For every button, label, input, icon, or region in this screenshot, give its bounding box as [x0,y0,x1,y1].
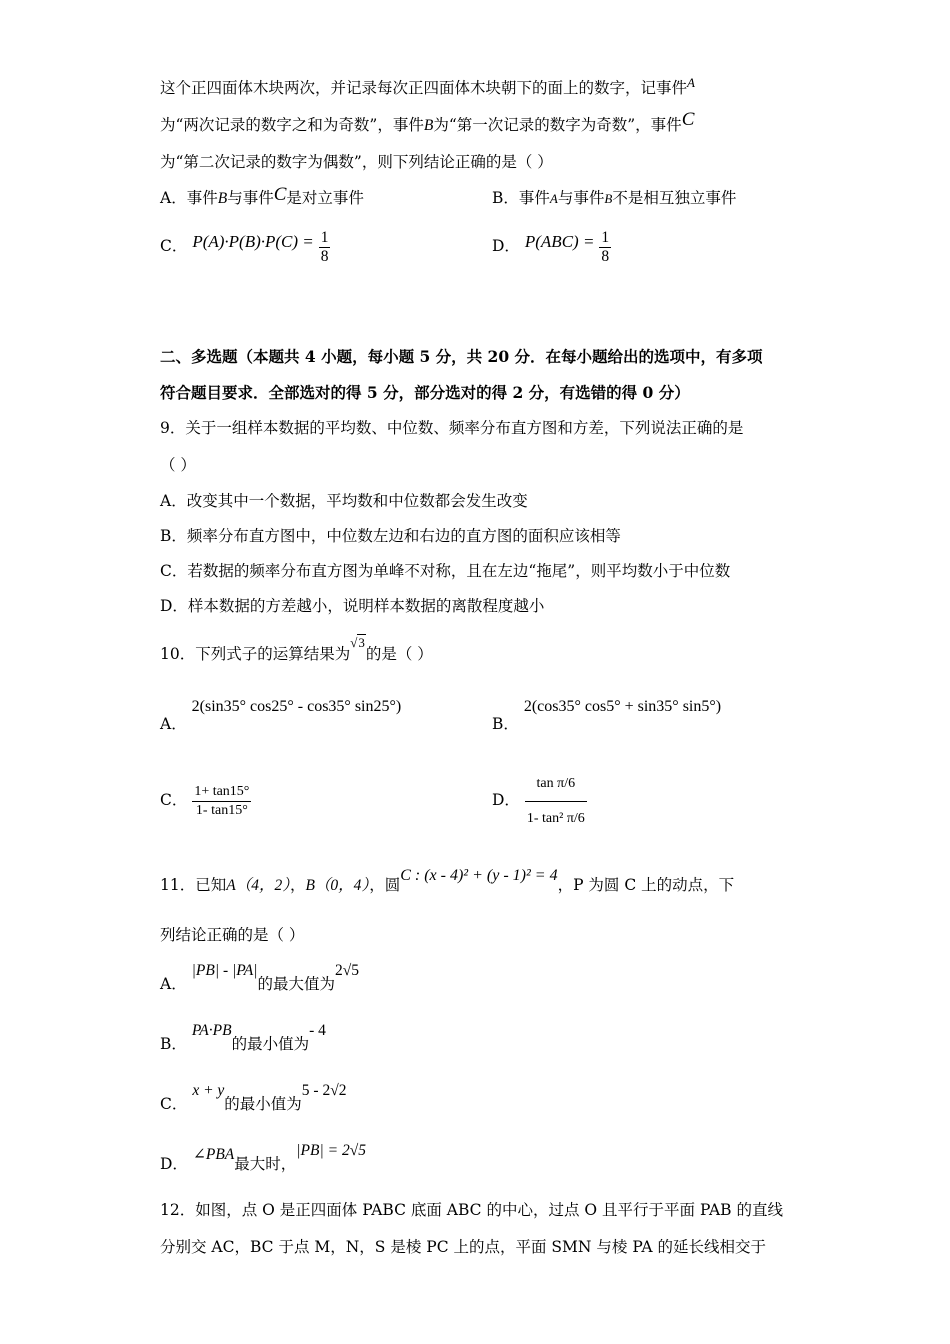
q8-option-a-mid: 与事件 [227,189,274,207]
q11-option-d-expr: ∠PBA [192,1146,235,1163]
q11-option-a-label: A． [160,975,187,993]
section2-header-line2: 符合题目要求．全部选对的得 5 分，部分选对的得 2 分，有选错的得 0 分） [160,383,690,402]
q11-option-d-value: |PB| = 2√5 [296,1142,366,1159]
q11-option-d-text: 最大时， [234,1155,297,1173]
q10-option-a-label: A． [160,715,187,733]
q8-option-a-post: 是对立事件 [286,189,364,207]
q11-circle-pre: ，圆 [369,876,401,894]
q9-option-d[interactable]: D．样本数据的方差越小，说明样本数据的离散程度越小 [160,597,545,615]
q8-option-d-den: 8 [601,247,610,265]
q8-option-b-post: 不是相互独立事件 [612,189,737,207]
q11-point-b: B（0，4） [305,877,370,894]
q8-option-c[interactable] [160,226,330,266]
q12-stem-line2: 分别交 AC，BC 于点 M，N，S 是棱 PC 上的点，平面 SMN 与棱 PA 的延长线相交于 [160,1238,766,1256]
q11-stem-line2: 列结论正确的是（ ） [160,926,305,944]
q8-option-b-mid: 与事件 [557,189,605,207]
q10-option-a-expr: 2(sin35° cos25° - cos35° sin25°) [191,698,402,715]
q8-option-a-label: A． [160,189,187,207]
q8-option-a-c: C [273,184,287,205]
q8-option-d-num: 1 [601,228,610,246]
q10-option-c[interactable] [160,780,251,820]
q8-option-c-label: C． [160,237,188,255]
q9-option-b[interactable]: B．频率分布直方图中，中位数左边和右边的直方图的面积应该相等 [160,527,621,545]
q9-stem: 9．关于一组样本数据的平均数、中位数、频率分布直方图和方差，下列说法正确的是 [160,419,744,437]
q8-option-d[interactable] [492,226,611,266]
q10-option-c-fraction [192,783,251,820]
q11-option-c[interactable] [160,1078,346,1119]
q8-option-a[interactable] [160,184,364,207]
q11-option-c-expr: x + y [192,1082,225,1099]
q8-event-b: B [423,117,434,134]
q8-option-a-pre: 事件 [186,189,218,207]
q11-option-c-label: C． [160,1095,188,1113]
q8-option-b-a: A [549,191,558,206]
q8-stem-line1 [160,77,695,100]
q8-option-c-den: 8 [320,247,329,265]
q8-option-b-label: B． [492,189,519,207]
q11-circle-expr: C : (x - 4)² + (y - 1)² = 4 [400,867,558,884]
q8-line2-pre: 为“两次记录的数字之和为奇数”，事件 [160,116,424,134]
q8-option-b[interactable] [492,187,736,210]
q8-event-a: A [687,75,695,90]
q11-option-d-label: D． [160,1155,188,1173]
q10-stem-post: 的是（ ） [365,645,433,663]
q9-paren: （ ） [160,456,196,474]
q10-option-c-label: C． [160,791,188,809]
q11-option-a[interactable] [160,958,359,999]
q10-option-c-den: 1- tan15° [195,802,248,818]
q11-option-c-text: 的最小值为 [224,1095,302,1113]
q10-option-b-expr: 2(cos35° cos5° + sin35° sin5°) [523,698,722,715]
q8-option-a-b: B [217,190,228,207]
q11-option-b-expr: PA·PB [191,1022,232,1039]
q8-option-c-expr: P(A)·P(B)·P(C) = [192,232,314,251]
q8-option-d-expr: P(ABC) = [524,232,595,251]
q8-option-c-num: 1 [320,228,329,246]
q8-stem-line2 [160,109,695,137]
q10-option-b[interactable] [492,692,721,733]
q11-option-b-text: 的最小值为 [231,1035,310,1053]
q11-option-b-label: B． [160,1035,187,1053]
q8-option-d-fraction [599,229,611,266]
q8-option-b-pre: 事件 [518,189,550,207]
q8-event-c: C [681,109,695,130]
q10-sqrt-radicand: 3 [358,635,365,650]
q10-option-c-num: 1+ tan15° [192,783,251,802]
q11-option-a-expr: |PB| - |PA| [191,962,258,979]
q11-stem-pre: 11．已知 [160,876,227,894]
q10-stem-pre: 10．下列式子的运算结果为 [160,645,351,663]
q11-option-b[interactable] [160,1018,326,1059]
q12-stem-line1: 12．如图，点 O 是正四面体 PABC 底面 ABC 的中心，过点 O 且平行于平面 PAB 的直线 [160,1201,783,1219]
q11-option-a-text: 的最大值为 [257,975,335,993]
q11-option-c-value: 5 - 2√2 [301,1082,347,1099]
q11-point-a: A（4，2） [226,877,290,894]
q9-option-c[interactable]: C．若数据的频率分布直方图为单峰不对称，且在左边“拖尾”，则平均数小于中位数 [160,562,731,580]
q8-line1-text: 这个正四面体木块两次，并记录每次正四面体木块朝下的面上的数字，记事件 [160,79,688,97]
q8-option-d-label: D． [492,237,520,255]
q11-sep: ， [289,876,306,894]
q10-option-d-num: tan π/6 [525,767,587,802]
q10-option-d-fraction [525,767,587,836]
q10-stem [160,635,433,666]
q11-stem-post: ，P 为圆 C 上的动点，下 [557,876,735,894]
q8-line2-mid: 为“第一次记录的数字为奇数”，事件 [433,116,682,134]
q10-option-a[interactable] [160,692,401,733]
q11-stem [160,867,735,897]
q11-option-a-value: 2√5 [335,962,360,979]
q10-option-d[interactable] [492,762,587,838]
q10-option-b-label: B． [492,715,519,733]
q8-option-b-b: B [604,191,613,206]
q11-option-b-value: - 4 [309,1022,326,1039]
q10-option-d-label: D． [492,791,520,809]
q11-option-d[interactable] [160,1138,366,1179]
q8-stem-line3: 为“第二次记录的数字为偶数”，则下列结论正确的是（ ） [160,153,553,171]
section2-header-line1: 二、多选题（本题共 4 小题，每小题 5 分，共 20 分．在每小题给出的选项中，有多项 [160,347,763,366]
q10-sqrt3: √3 [350,635,365,650]
q9-option-a[interactable]: A．改变其中一个数据，平均数和中位数都会发生改变 [160,492,528,510]
q8-option-c-fraction [319,229,331,266]
q10-option-d-den: 1- tan² π/6 [526,810,585,826]
